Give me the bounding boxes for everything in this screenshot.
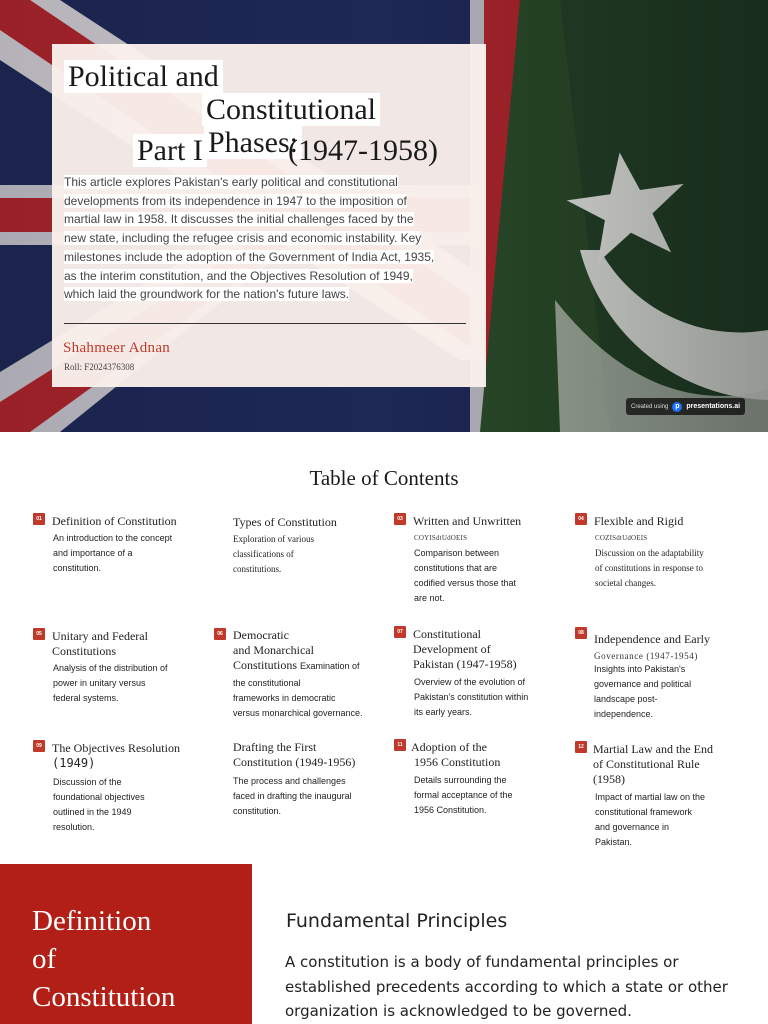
toc-item-subtitle: COYISdtUdOEIS (414, 534, 468, 542)
toc-title: Table of Contents (309, 466, 459, 490)
toc-item-desc: Overview of the evolution of Pakistan's constitution within its early years. (414, 677, 529, 717)
toc-item-title: Types of Constitution (233, 515, 337, 529)
toc-item-subtitle: COZISdtUdOEIS (595, 534, 648, 542)
toc-item-title: The Objectives Resolution (1949) (52, 741, 180, 770)
section-title: Definition of Constitution (32, 905, 176, 1013)
toc-number-badge: 01 (33, 513, 45, 525)
toc-item-desc: The process and challenges faced in drafting the inaugural constitution. (233, 776, 352, 816)
title-line-3: Part I (133, 134, 207, 167)
toc-item-title: Independence and Early (594, 632, 710, 646)
toc-item-desc: Insights into Pakistan's governance and political landscape post- independence. (594, 664, 692, 719)
toc-item-desc: the constitutional frameworks in democratic versus monarchical governance. (233, 678, 363, 718)
toc-item-title: Democratic and Monarchical Constitutions Examination of (233, 628, 360, 672)
section-heading: Fundamental Principles (286, 910, 508, 932)
badge-prefix: Created using (631, 403, 669, 410)
section-body: A constitution is a body of fundamental principles or established precedents according to which a state or other organization is acknowledged to be governed. (285, 953, 728, 1020)
toc-number-badge: 05 (33, 628, 45, 640)
toc-item-desc: An introduction to the concept and importance of a constitution. (53, 533, 173, 573)
toc-number-badge: 08 (575, 627, 587, 639)
presentations-logo-icon: p (672, 402, 682, 412)
toc-number-badge: 03 (394, 513, 406, 525)
toc-number-badge: 12 (575, 741, 587, 753)
title-years: (1947-1958) (288, 134, 438, 167)
roll-number: Roll: F2024376308 (64, 362, 135, 372)
toc-item-title: Drafting the First Constitution (1949-1956) (233, 740, 356, 769)
toc-item-desc: Impact of martial law on the constitutional framework and governance in Pakistan. (595, 792, 706, 847)
toc-item-title: Adoption of the 1956 Constitution (411, 740, 501, 769)
toc-number-badge: 11 (394, 739, 406, 751)
toc-item-desc: Details surrounding the formal acceptance of the 1956 Constitution. (414, 775, 513, 815)
toc-number-badge: 09 (33, 740, 45, 752)
presentations-badge[interactable] (626, 398, 745, 415)
toc-item-title: Definition of Constitution (52, 514, 177, 528)
toc-item-title: Martial Law and the End of Constitutional Rule (1958) (593, 742, 713, 786)
toc-item-title: Unitary and Federal Constitutions (52, 629, 148, 658)
title-line-2: Constitutional (202, 93, 380, 126)
abstract: This article explores Pakistan's early political and constitutional developments from its independence in 1947 to the imposition of martial law in 1958. It discusses the initial challenges faced by the new state, including the refugee crisis and economic instability. Key milestones include the adoption of the Government of India Act, 1935, as the interim constitution, and the Objectives Resolution of 1949, which laid the groundwork for the nation's future laws. (64, 175, 435, 302)
toc-number-badge: 04 (575, 513, 587, 525)
title-line-1: Political and (64, 60, 223, 93)
toc-item-desc: Exploration of various classifications of constitutions. (233, 534, 314, 574)
toc-item-title: Flexible and Rigid (594, 514, 684, 528)
hero-banner (0, 0, 768, 432)
author-name: Shahmeer Adnan (63, 340, 171, 356)
toc-item-desc: Discussion on the adaptability of constitutions in response to societal changes. (595, 548, 704, 588)
toc-number-badge: 07 (394, 626, 406, 638)
section-title-panel (0, 864, 252, 1024)
divider (64, 323, 466, 324)
toc-item-title: Written and Unwritten (413, 514, 522, 528)
toc-item-desc: Comparison between constitutions that are codified versus those that are not. (414, 548, 517, 603)
toc-item-desc: Discussion of the foundational objectives outlined in the 1949 resolution. (53, 777, 145, 832)
toc-item-subtitle: Governance (1947-1954) (594, 651, 698, 661)
title-line-4: Phases: (204, 126, 302, 159)
toc-item-title: Constitutional Development of Pakistan (1947-1958) (413, 627, 517, 671)
toc-item-desc: Analysis of the distribution of power in unitary versus federal systems. (53, 663, 168, 703)
badge-brand: presentations.ai (686, 403, 741, 410)
toc-number-badge: 06 (214, 628, 226, 640)
